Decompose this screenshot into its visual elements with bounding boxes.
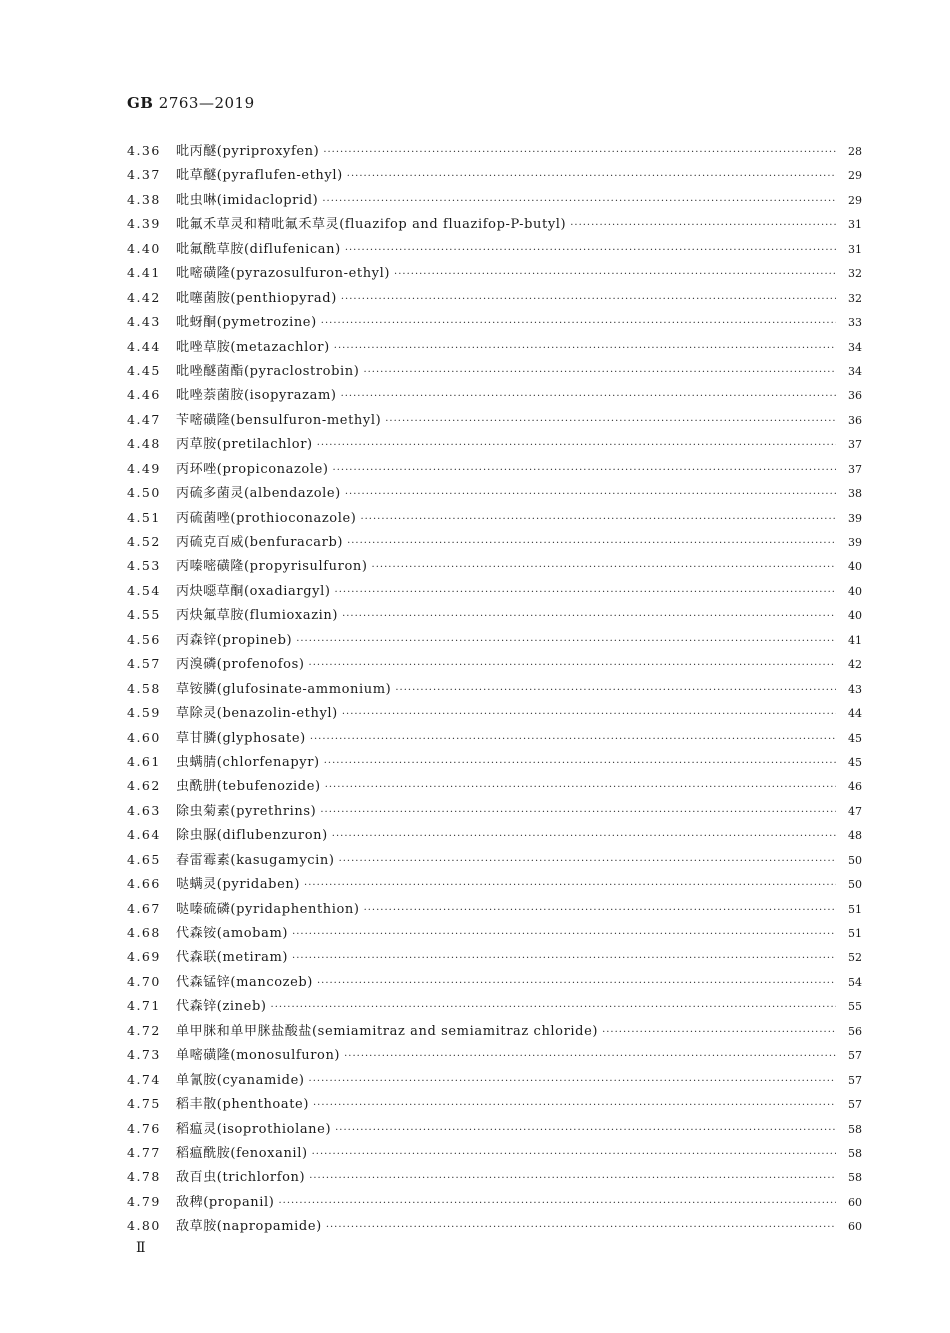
- toc-entry[interactable]: [127, 1191, 862, 1215]
- toc-entry-number: 4.43: [127, 314, 161, 330]
- toc-entry-title: 草甘膦(glyphosate): [176, 730, 306, 746]
- toc-entry-page: 60: [848, 1220, 862, 1234]
- toc-entry-title: 丙嗪嘧磺隆(propyrisulfuron): [176, 559, 368, 575]
- toc-entry-number: 4.54: [127, 582, 161, 598]
- toc-leader-dots: [385, 416, 836, 427]
- toc-entry[interactable]: [127, 629, 862, 653]
- toc-entry-number: 4.65: [127, 851, 161, 867]
- toc-entry[interactable]: [127, 531, 862, 555]
- toc-leader-dots: [309, 1076, 836, 1087]
- toc-entry-number: 4.72: [127, 1022, 161, 1038]
- toc-entry-number: 4.79: [127, 1193, 161, 1209]
- toc-entry-number: 4.66: [127, 876, 161, 892]
- toc-entry-title: 除虫脲(diflubenzuron): [176, 828, 328, 844]
- toc-entry[interactable]: [127, 213, 862, 237]
- toc-entry[interactable]: [127, 775, 862, 799]
- toc-leader-dots: [344, 1051, 836, 1062]
- toc-entry-page: 57: [848, 1098, 862, 1112]
- toc-entry-title: 丙溴磷(profenofos): [176, 657, 305, 673]
- toc-entry-page: 31: [848, 242, 862, 256]
- toc-entry-page: 54: [848, 975, 862, 989]
- toc-entry[interactable]: [127, 360, 862, 384]
- toc-leader-dots: [317, 978, 836, 989]
- toc-entry-title: 草除灵(benazolin-ethyl): [176, 706, 338, 722]
- toc-leader-dots: [342, 709, 836, 720]
- toc-entry-page: 36: [848, 389, 862, 403]
- toc-leader-dots: [325, 782, 836, 793]
- toc-entry-title: 吡氟禾草灵和精吡氟禾草灵(fluazifop and fluazifop-P-butyl): [176, 217, 567, 233]
- toc-leader-dots: [341, 391, 836, 402]
- toc-entry-number: 4.50: [127, 485, 161, 501]
- toc-leader-dots: [324, 758, 836, 769]
- toc-entry-title: 吡丙醚(pyriproxyfen): [176, 144, 320, 159]
- toc-entry-page: 58: [848, 1122, 862, 1136]
- toc-entry-page: 51: [848, 927, 862, 940]
- toc-leader-dots: [296, 636, 836, 647]
- toc-leader-dots: [317, 440, 836, 451]
- toc-entry-title: 单甲脒和单甲脒盐酸盐(semiamitraz and semiamitraz chloride): [176, 1023, 599, 1039]
- toc-entry-number: 4.44: [127, 338, 161, 354]
- toc-entry-title: 丙草胺(pretilachlor): [176, 437, 313, 453]
- toc-leader-dots: [570, 220, 836, 231]
- toc-entry-title: 吡氟酰草胺(diflufenican): [176, 241, 341, 257]
- toc-entry-page: 37: [848, 438, 862, 452]
- toc-leader-dots: [372, 562, 836, 573]
- toc-entry[interactable]: [127, 409, 862, 433]
- toc-leader-dots: [309, 660, 836, 671]
- toc-entry[interactable]: [127, 1215, 862, 1239]
- toc-entry-number: 4.46: [127, 387, 161, 403]
- toc-leader-dots: [271, 1002, 836, 1013]
- toc-leader-dots: [321, 318, 836, 329]
- toc-entry[interactable]: [127, 287, 862, 311]
- toc-leader-dots: [292, 953, 836, 964]
- toc-entry-page: 50: [848, 878, 862, 892]
- toc-entry-number: 4.73: [127, 1047, 161, 1063]
- toc-entry[interactable]: [127, 653, 862, 677]
- toc-entry[interactable]: [127, 1166, 862, 1190]
- toc-entry[interactable]: [127, 1044, 862, 1068]
- toc-entry-page: 45: [848, 755, 862, 769]
- toc-entry-number: 4.47: [127, 411, 161, 427]
- toc-leader-dots: [320, 807, 836, 818]
- toc-leader-dots: [312, 1149, 836, 1160]
- toc-entry[interactable]: [127, 262, 862, 286]
- toc-entry-number: 4.69: [127, 949, 161, 965]
- page-number: Ⅱ: [136, 1240, 146, 1256]
- toc-entry-number: 4.53: [127, 558, 161, 574]
- toc-entry-number: 4.68: [127, 925, 161, 940]
- toc-entry[interactable]: [127, 1020, 862, 1044]
- toc-entry-title: 代森锰锌(mancozeb): [176, 974, 313, 990]
- toc-entry[interactable]: [127, 946, 862, 970]
- toc-entry[interactable]: [127, 580, 862, 604]
- toc-entry-number: 4.48: [127, 436, 161, 452]
- toc-entry-title: 除虫菊素(pyrethrins): [176, 803, 317, 819]
- toc-entry-page: 45: [848, 731, 862, 745]
- toc-entry-page: 52: [848, 951, 862, 965]
- toc-entry-page: 56: [848, 1024, 862, 1038]
- toc-entry-title: 代森铵(amobam): [176, 926, 289, 941]
- toc-entry-page: 44: [848, 707, 862, 721]
- toc-leader-dots: [360, 514, 836, 525]
- toc-entry-title: 吡蚜酮(pymetrozine): [176, 315, 317, 331]
- toc-entry[interactable]: [127, 1093, 862, 1117]
- toc-leader-dots: [394, 269, 836, 280]
- toc-entry-page: 48: [848, 829, 862, 843]
- toc-entry-page: 51: [848, 902, 862, 916]
- toc-entry-page: 39: [848, 511, 862, 525]
- toc-entry-page: 42: [848, 658, 862, 672]
- toc-entry[interactable]: [127, 1142, 862, 1166]
- toc-entry-title: 敌草胺(napropamide): [176, 1219, 322, 1235]
- toc-entry-page: 36: [848, 413, 862, 427]
- standard-code: 2763—2019: [158, 94, 255, 112]
- toc-entry-title: 稻丰散(phenthoate): [176, 1097, 309, 1113]
- table-of-contents: [127, 140, 862, 1240]
- toc-entry[interactable]: [127, 433, 862, 457]
- toc-entry-title: 代森联(metiram): [176, 950, 289, 966]
- toc-entry-number: 4.41: [127, 265, 161, 281]
- toc-entry-page: 43: [848, 682, 862, 696]
- toc-entry-title: 哒嗪硫磷(pyridaphenthion): [176, 901, 360, 917]
- toc-entry[interactable]: [127, 1118, 862, 1142]
- toc-entry-number: 4.56: [127, 631, 161, 647]
- toc-entry-title: 代森锌(zineb): [176, 999, 267, 1015]
- toc-entry[interactable]: [127, 604, 862, 628]
- toc-leader-dots: [342, 611, 836, 622]
- toc-entry-title: 吡草醚(pyraflufen-ethyl): [176, 168, 343, 184]
- toc-entry[interactable]: [127, 751, 862, 775]
- toc-entry[interactable]: [127, 311, 862, 335]
- toc-entry-page: 46: [848, 780, 862, 794]
- toc-leader-dots: [395, 685, 836, 696]
- toc-entry-page: 58: [848, 1171, 862, 1185]
- toc-entry[interactable]: [127, 678, 862, 702]
- toc-entry[interactable]: [127, 164, 862, 188]
- toc-entry-number: 4.78: [127, 1169, 161, 1185]
- toc-leader-dots: [335, 1125, 836, 1136]
- toc-entry-page: 34: [848, 364, 862, 378]
- toc-leader-dots: [334, 343, 836, 354]
- toc-entry-title: 丙硫克百威(benfuracarb): [176, 535, 344, 550]
- toc-entry-number: 4.39: [127, 216, 161, 232]
- toc-entry-page: 40: [848, 560, 862, 574]
- toc-leader-dots: [310, 734, 836, 745]
- toc-entry-number: 4.58: [127, 680, 161, 696]
- toc-leader-dots: [347, 171, 836, 182]
- toc-entry-page: 37: [848, 462, 862, 476]
- toc-entry-page: 32: [848, 291, 862, 305]
- toc-entry[interactable]: [127, 849, 862, 873]
- toc-leader-dots: [304, 880, 836, 891]
- toc-entry[interactable]: [127, 824, 862, 848]
- toc-entry[interactable]: [127, 189, 862, 213]
- toc-leader-dots: [326, 1222, 836, 1233]
- toc-entry-number: 4.70: [127, 973, 161, 989]
- toc-entry-title: 稻瘟酰胺(fenoxanil): [176, 1145, 308, 1161]
- toc-leader-dots: [278, 1198, 836, 1209]
- toc-entry-page: 55: [848, 1000, 862, 1014]
- toc-entry-title: 丙炔氟草胺(flumioxazin): [176, 608, 339, 624]
- toc-entry-number: 4.77: [127, 1144, 161, 1160]
- toc-entry-number: 4.40: [127, 240, 161, 256]
- toc-entry-title: 稻瘟灵(isoprothiolane): [176, 1121, 332, 1137]
- toc-entry-title: 吡唑萘菌胺(isopyrazam): [176, 388, 337, 404]
- toc-entry-page: 40: [848, 584, 862, 598]
- toc-leader-dots: [339, 856, 836, 867]
- toc-entry[interactable]: [127, 995, 862, 1019]
- toc-entry[interactable]: [127, 800, 862, 824]
- toc-entry-page: 29: [848, 169, 862, 183]
- toc-entry-title: 丙炔噁草酮(oxadiargyl): [176, 583, 331, 599]
- toc-entry[interactable]: [127, 1069, 862, 1093]
- toc-entry-page: 32: [848, 267, 862, 281]
- toc-entry-number: 4.51: [127, 509, 161, 525]
- toc-entry-number: 4.37: [127, 167, 161, 183]
- toc-entry-title: 苄嘧磺隆(bensulfuron-methyl): [176, 412, 382, 428]
- toc-leader-dots: [345, 489, 836, 500]
- toc-entry[interactable]: [127, 384, 862, 408]
- toc-entry-title: 敌百虫(trichlorfon): [176, 1170, 306, 1186]
- toc-entry-title: 草铵膦(glufosinate-ammonium): [176, 681, 392, 697]
- standard-prefix: GB: [127, 94, 154, 112]
- toc-entry-page: 28: [848, 145, 862, 158]
- toc-entry-number: 4.62: [127, 778, 161, 794]
- toc-leader-dots: [364, 905, 836, 916]
- toc-entry-title: 丙硫菌唑(prothioconazole): [176, 510, 357, 526]
- toc-leader-dots: [602, 1027, 836, 1038]
- toc-entry-page: 33: [848, 316, 862, 330]
- toc-entry[interactable]: [127, 458, 862, 482]
- toc-entry-number: 4.64: [127, 827, 161, 843]
- toc-entry-page: 34: [848, 340, 862, 354]
- toc-leader-dots: [363, 367, 836, 378]
- toc-entry-number: 4.42: [127, 289, 161, 305]
- toc-entry-title: 吡唑醚菌酯(pyraclostrobin): [176, 363, 360, 379]
- toc-entry-title: 吡唑草胺(metazachlor): [176, 339, 330, 355]
- toc-entry-number: 4.76: [127, 1120, 161, 1136]
- document-header: [127, 94, 255, 112]
- toc-entry-page: 57: [848, 1049, 862, 1063]
- toc-entry-number: 4.55: [127, 607, 161, 623]
- toc-entry-number: 4.45: [127, 362, 161, 378]
- toc-entry-number: 4.61: [127, 753, 161, 769]
- toc-entry-number: 4.67: [127, 900, 161, 916]
- toc-entry-page: 41: [848, 633, 862, 647]
- toc-entry-title: 哒螨灵(pyridaben): [176, 877, 301, 893]
- toc-entry-number: 4.74: [127, 1071, 161, 1087]
- toc-entry-number: 4.38: [127, 191, 161, 207]
- toc-entry-title: 虫螨腈(chlorfenapyr): [176, 754, 320, 770]
- toc-entry-page: 29: [848, 193, 862, 207]
- toc-entry-page: 38: [848, 487, 862, 501]
- toc-entry-number: 4.49: [127, 460, 161, 476]
- toc-entry-number: 4.59: [127, 705, 161, 721]
- toc-entry-title: 春雷霉素(kasugamycin): [176, 852, 335, 868]
- toc-entry[interactable]: [127, 482, 862, 506]
- toc-entry[interactable]: [127, 898, 862, 922]
- toc-entry-page: 58: [848, 1146, 862, 1160]
- toc-entry-page: 47: [848, 804, 862, 818]
- toc-entry-number: 4.75: [127, 1096, 161, 1112]
- toc-entry[interactable]: [127, 727, 862, 751]
- toc-entry[interactable]: [127, 336, 862, 360]
- toc-entry-number: 4.80: [127, 1218, 161, 1234]
- toc-entry[interactable]: [127, 238, 862, 262]
- toc-entry-page: 31: [848, 218, 862, 232]
- toc-entry[interactable]: [127, 873, 862, 897]
- toc-leader-dots: [323, 147, 836, 158]
- toc-leader-dots: [347, 538, 836, 549]
- toc-entry-number: 4.57: [127, 656, 161, 672]
- toc-entry-title: 吡虫啉(imidacloprid): [176, 192, 319, 208]
- toc-leader-dots: [332, 831, 836, 842]
- toc-entry-number: 4.52: [127, 534, 161, 549]
- toc-entry[interactable]: [127, 922, 862, 946]
- toc-leader-dots: [335, 587, 836, 598]
- toc-entry-title: 丙森锌(propineb): [176, 632, 293, 648]
- toc-entry-page: 40: [848, 609, 862, 623]
- toc-entry-title: 吡嘧磺隆(pyrazosulfuron-ethyl): [176, 266, 391, 282]
- toc-entry-page: 57: [848, 1073, 862, 1087]
- toc-leader-dots: [341, 294, 836, 305]
- toc-leader-dots: [313, 1100, 836, 1111]
- toc-entry-title: 虫酰肼(tebufenozide): [176, 779, 321, 795]
- toc-leader-dots: [345, 245, 836, 256]
- toc-entry-number: 4.60: [127, 729, 161, 745]
- toc-entry-title: 吡噻菌胺(penthiopyrad): [176, 290, 337, 306]
- toc-entry-page: 50: [848, 853, 862, 867]
- toc-entry[interactable]: [127, 702, 862, 726]
- toc-entry-title: 丙环唑(propiconazole): [176, 461, 329, 477]
- toc-entry[interactable]: [127, 140, 862, 164]
- toc-entry-title: 丙硫多菌灵(albendazole): [176, 486, 341, 502]
- toc-entry-number: 4.63: [127, 802, 161, 818]
- toc-leader-dots: [322, 196, 836, 207]
- toc-entry-title: 单嘧磺隆(monosulfuron): [176, 1048, 341, 1064]
- toc-entry[interactable]: [127, 507, 862, 531]
- toc-entry-title: 敌稗(propanil): [176, 1194, 275, 1210]
- toc-entry-page: 60: [848, 1195, 862, 1209]
- toc-entry[interactable]: [127, 971, 862, 995]
- toc-leader-dots: [309, 1173, 836, 1184]
- toc-entry[interactable]: [127, 555, 862, 579]
- toc-entry-number: 4.36: [127, 143, 161, 158]
- toc-entry-title: 单氰胺(cyanamide): [176, 1072, 305, 1088]
- toc-leader-dots: [333, 465, 836, 476]
- toc-entry-number: 4.71: [127, 998, 161, 1014]
- toc-leader-dots: [292, 929, 836, 940]
- toc-entry-page: 39: [848, 536, 862, 549]
